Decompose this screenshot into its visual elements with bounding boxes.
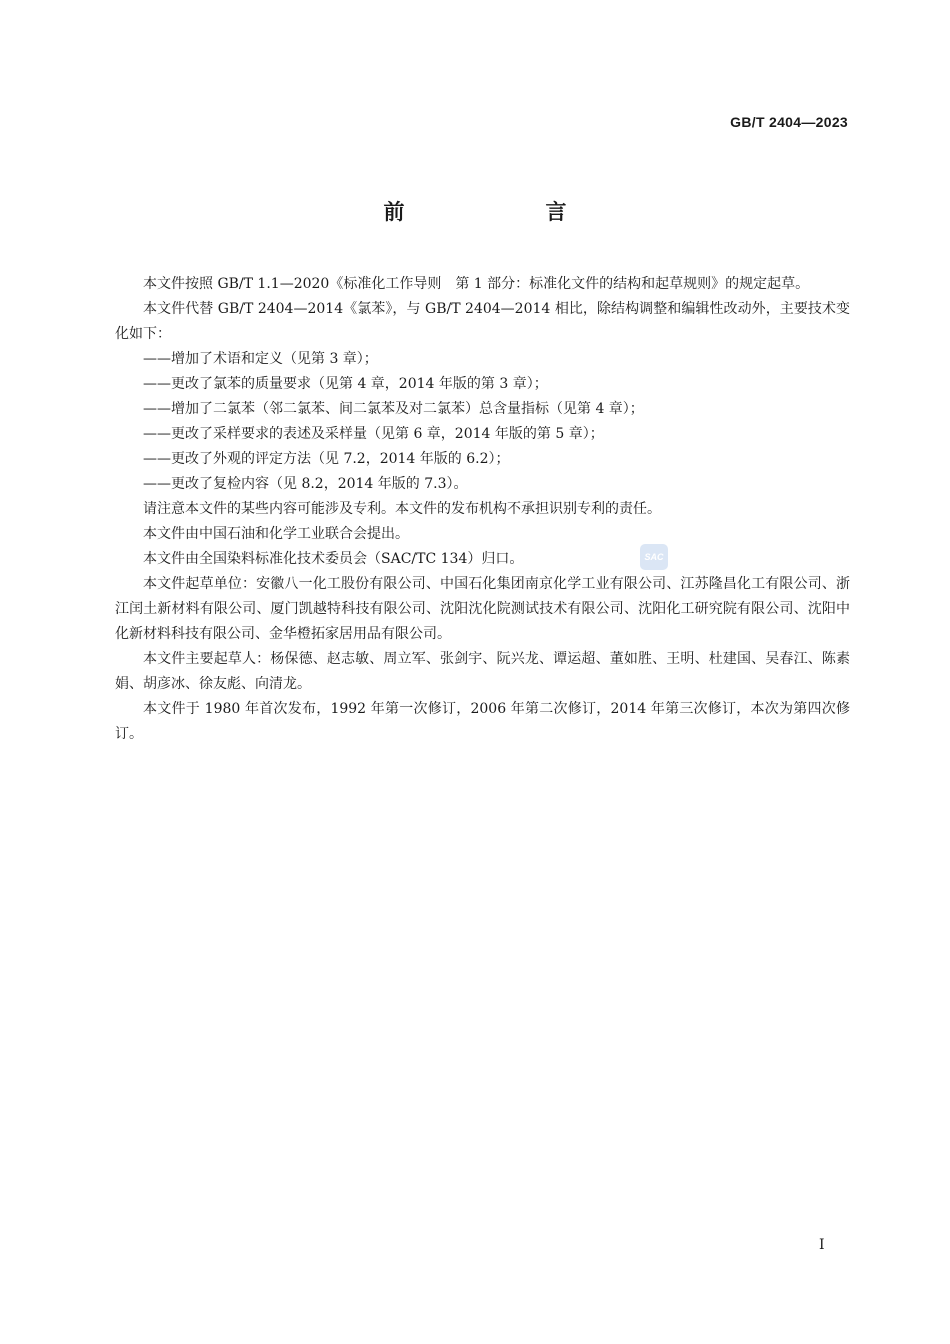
change-item: ——更改了氯苯的质量要求（见第 4 章，2014 年版的第 3 章）； bbox=[143, 376, 548, 392]
change-item: ——更改了复检内容（见 8.2，2014 年版的 7.3）。 bbox=[143, 476, 468, 492]
change-item: ——增加了二氯苯（邻二氯苯、间二氯苯及对二氯苯）总含量指标（见第 4 章）； bbox=[143, 401, 644, 417]
paragraph-drafting-rules: 本文件按照 GB/T 1.1—2020《标准化工作导则 第 1 部分：标准化文件的结构和起草规则》的规定起草。 bbox=[143, 276, 810, 292]
page-title: 前 言 bbox=[383, 200, 627, 224]
standard-number: GB/T 2404—2023 bbox=[730, 114, 848, 130]
paragraph-technical-committee: 本文件由全国染料标准化技术委员会（SAC/TC 134）归口。 bbox=[143, 551, 524, 567]
paragraph-proposer: 本文件由中国石油和化学工业联合会提出。 bbox=[143, 526, 409, 542]
paragraph-drafters: 本文件主要起草人：杨保德、赵志敏、周立军、张剑宇、阮兴龙、谭运超、董如胜、王明、杜建国、吴春江、陈素娟、胡彦冰、徐友彪、向清龙。 bbox=[115, 651, 850, 692]
paragraph-revision-history: 本文件于 1980 年首次发布，1992 年第一次修订，2006 年第二次修订，2014 年第三次修订，本次为第四次修订。 bbox=[115, 701, 850, 742]
page-number: I bbox=[819, 1237, 825, 1253]
foreword-body bbox=[115, 272, 850, 747]
watermark-text: SAC bbox=[644, 552, 664, 562]
change-item: ——更改了采样要求的表述及采样量（见第 6 章，2014 年版的第 5 章）； bbox=[143, 426, 604, 442]
paragraph-drafting-units: 本文件起草单位：安徽八一化工股份有限公司、中国石化集团南京化学工业有限公司、江苏隆昌化工有限公司、浙江闰土新材料有限公司、厦门凯越特科技有限公司、沈阳沈化院测试技术有限公司、沈阳化工研究院有限公司、沈阳中化新材料科技有限公司、金华橙拓家居用品有限公司。 bbox=[115, 576, 850, 642]
change-item: ——增加了术语和定义（见第 3 章）； bbox=[143, 351, 378, 367]
change-item: ——更改了外观的评定方法（见 7.2，2014 年版的 6.2）； bbox=[143, 451, 510, 467]
sac-logo-icon bbox=[640, 544, 668, 570]
paragraph-replacement: 本文件代替 GB/T 2404—2014《氯苯》，与 GB/T 2404—2014 相比，除结构调整和编辑性改动外，主要技术变化如下： bbox=[115, 301, 850, 342]
paragraph-patent-notice: 请注意本文件的某些内容可能涉及专利。本文件的发布机构不承担识别专利的责任。 bbox=[143, 501, 661, 517]
